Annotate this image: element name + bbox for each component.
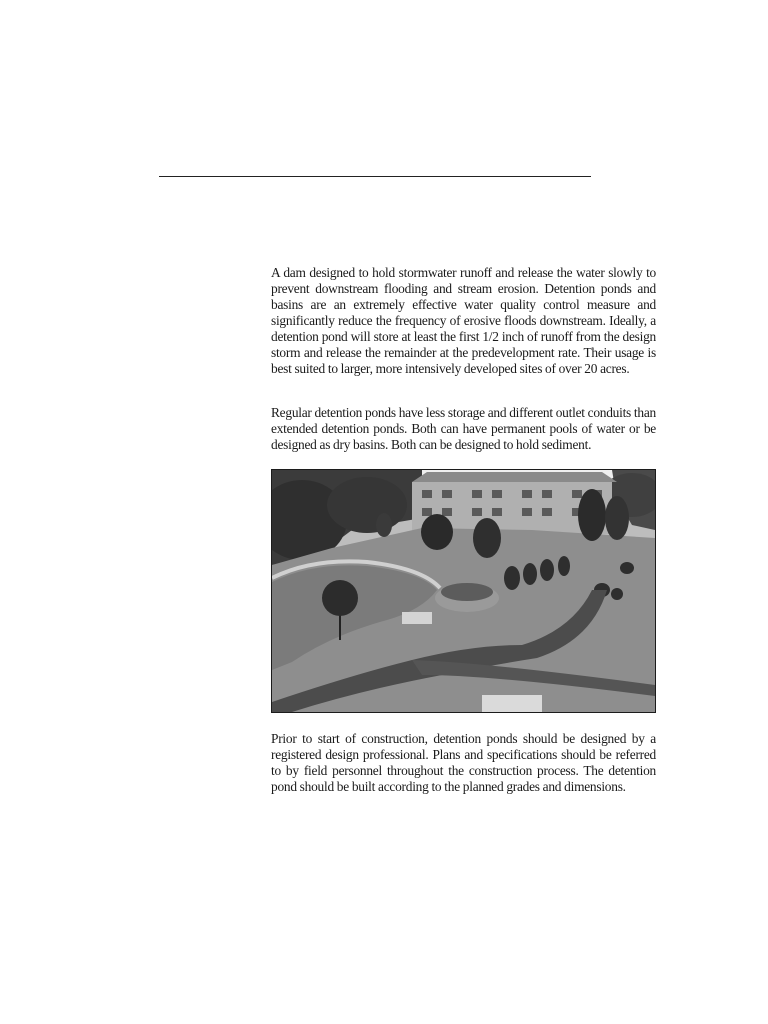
paragraph-definition: A dam designed to hold stormwater runoff and release the water slowly to prevent downstream flooding and stream erosion. Detention ponds and basins are an extremely effective water quality control measure and significantly reduce the frequency of erosive floods downstream. Ideally, a detention pond will store at least the first 1/2 inch of runoff from the design storm and release the remainder at the predevelopment rate. Their usage is best suited to larger, more intensively developed sites of over 20 acres. (271, 265, 656, 376)
header-rule (159, 176, 591, 177)
detention-pond-photo (271, 469, 656, 713)
paragraph-pond-types: Regular detention ponds have less storage and different outlet conduits than extended detention ponds. Both can have permanent pools of water or be designed as dry basins. Both can be designed to hold sediment. (271, 405, 656, 452)
paragraph-construction: Prior to start of construction, detention ponds should be designed by a registered design professional. Plans and specifications should be referred to by field personnel throughout the construction process. The detention pond should be built according to the planned grades and dimensions. (271, 731, 656, 794)
